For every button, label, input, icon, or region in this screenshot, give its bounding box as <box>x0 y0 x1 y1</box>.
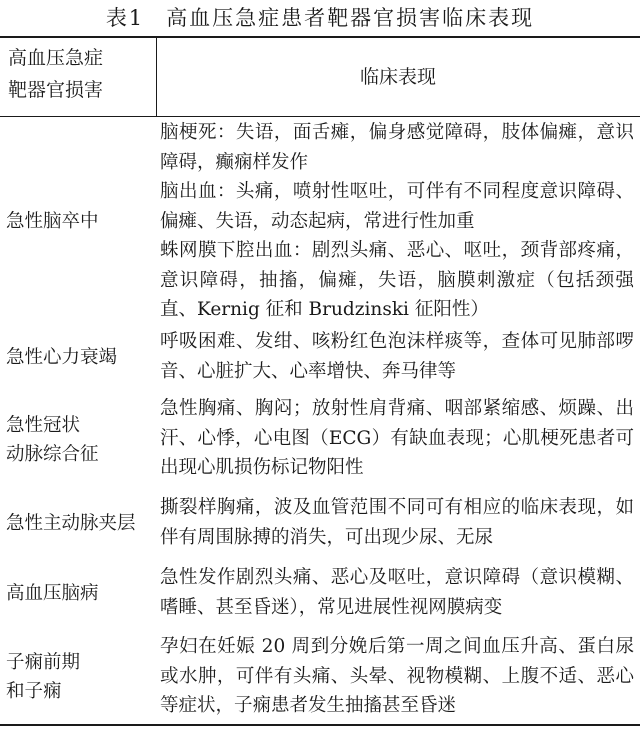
header-rule <box>0 116 640 117</box>
description-paragraph: 孕妇在妊娠 20 周到分娩后第一周之间血压升高、蛋白尿或水肿，可伴有头痛、头晕、视物模糊、上腹不适、恶心等症状，子痫患者发生抽搐甚至昏迷 <box>160 636 634 716</box>
table-row <box>0 394 640 486</box>
description-paragraph: 急性胸痛、胸闷；放射性肩背痛、咽部紧缩感、烦躁、出汗、心悸，心电图（ECG）有缺血表现；心肌梗死患者可出现心肌损伤标记物阳性 <box>160 398 634 478</box>
table-row <box>0 492 640 554</box>
row-label: 急性心力衰竭 <box>6 346 118 368</box>
bottom-rule <box>0 724 640 726</box>
row-label-line2: 和子痫 <box>6 681 62 702</box>
row-label <box>6 632 156 722</box>
row-label-line1: 急性冠状 <box>6 415 81 436</box>
row-label <box>6 394 156 486</box>
table-title: 高血压急症患者靶器官损害临床表现 <box>166 6 535 30</box>
row-description <box>160 118 634 325</box>
row-description <box>160 563 634 622</box>
row-description <box>160 327 634 386</box>
header-col1 <box>8 42 148 106</box>
header-col1-line2: 靶器官损害 <box>8 79 104 101</box>
table-row <box>0 562 640 624</box>
description-paragraph: 蛛网膜下腔出血：剧烈头痛、恶心、呕吐，颈背部疼痛，意识障碍，抽搐，偏瘫，失语，脑膜刺激症（包括颈强直、Kernig 征和 Brudzinski 征阳性） <box>160 240 634 320</box>
row-description <box>160 632 634 721</box>
table-caption <box>0 4 640 32</box>
row-label: 高血压脑病 <box>6 582 99 604</box>
description-paragraph: 呼吸困难、发绀、咳粉红色泡沫样痰等，查体可见肺部啰音、心脏扩大、心率增快、奔马律等 <box>160 331 634 382</box>
description-paragraph: 脑梗死：失语，面舌瘫，偏身感觉障碍，肢体偏瘫，意识障碍，癫痫样发作 <box>160 122 634 173</box>
description-paragraph: 急性发作剧烈头痛、恶心及呕吐，意识障碍（意识模糊、嗜睡、甚至昏迷），常见进展性视网膜病变 <box>160 567 634 618</box>
row-label: 急性脑卒中 <box>6 210 99 232</box>
description-paragraph: 撕裂样胸痛，波及血管范围不同可有相应的临床表现，如伴有周围脉搏的消失，可出现少尿、无尿 <box>160 497 634 548</box>
header-col1-line1: 高血压急症 <box>8 47 104 69</box>
row-description <box>160 493 634 552</box>
row-description <box>160 394 634 483</box>
table-number: 表1 <box>105 6 145 30</box>
row-label-line2: 动脉综合征 <box>6 444 99 465</box>
table-row <box>0 118 640 324</box>
table-row <box>0 632 640 722</box>
top-rule <box>0 36 640 38</box>
description-paragraph: 脑出血：头痛，喷射性呕吐，可伴有不同程度意识障碍、偏瘫、失语，动态起病，常进行性加重 <box>160 181 634 232</box>
row-label-line1: 子痫前期 <box>6 652 81 673</box>
row-label: 急性主动脉夹层 <box>6 512 136 534</box>
header-col2: 临床表现 <box>359 66 436 88</box>
table-row <box>0 326 640 388</box>
